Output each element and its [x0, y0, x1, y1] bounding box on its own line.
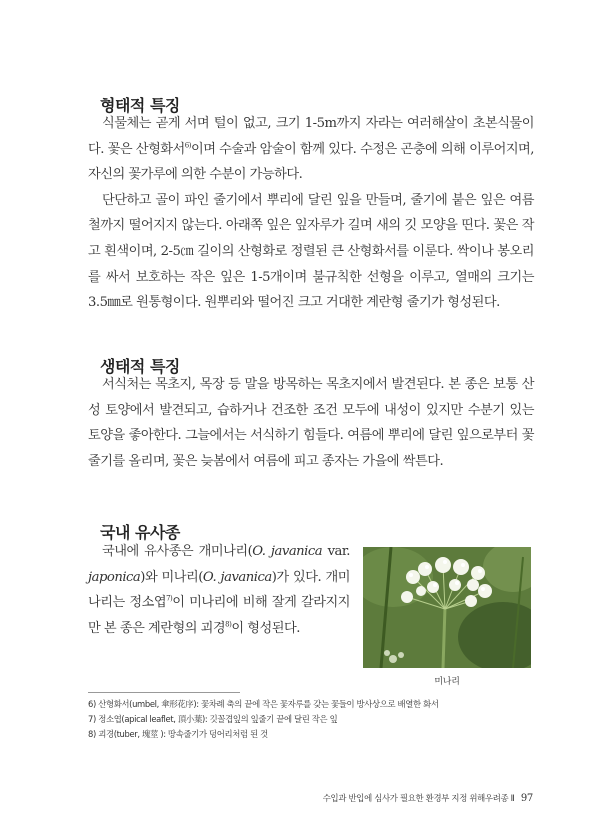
footnote-ref-8: 8) [225, 620, 232, 629]
morphology-paragraph-1: 식물체는 곧게 서며 털이 없고, 크기 1-5m까지 자라는 여러해살이 초본식물이다. 꽃은 산형화서$^{6)}$이며 수술과 암술이 함께 있다. 수정은 곤충에 의해 이루어지며, 자신의 꽃가루에 의한 수분이 가능하다. [88, 116, 534, 183]
footnote-6: 6) 산형화서(umbel, 傘形花序): 꽃차례 축의 끝에 작은 꽃자루를 갖는 꽃들이 방사상으로 배열한 화서 [88, 699, 439, 709]
ecology-paragraph-1: 서식처는 목초지, 목장 등 말을 방목하는 목초지에서 발견된다. 본 종은 보통 산성 토양에서 발견되고, 습하거나 건조한 조건 모두에 내성이 있지만 수분기 있는 토양을 좋아한다. 그늘에서는 서식하기 힘들다. 여름에 뿌리에 달린 잎으로부터 꽃줄기를 올리며, 꽃은 늦봄에서 여름에 피고 종자는 가을에 싹튼다. [88, 377, 534, 469]
flower-photo [363, 547, 531, 668]
ecology-text [88, 372, 534, 474]
page-number: 97 [520, 793, 533, 804]
footnote-ref-6: 6) [184, 141, 191, 150]
footnote-divider [88, 692, 240, 693]
morphology-paragraph-2: 단단하고 골이 파인 줄기에서 뿌리에 달린 잎을 만들며, 줄기에 붙은 잎은 여름철까지 떨어지지 않는다. 아래쪽 잎은 잎자루가 길며 새의 깃 모양을 띤다. 꽃은 작고 흰색이며, 2-5㎝ 길이의 산형화로 정렬된 큰 산형화서를 이룬다. 싹이나 봉오리를 싸서 보호하는 작은 잎은 1-5개이며 불규칙한 선형을 이루고, 열매의 크기는 3.5㎜로 원통형이다. 원뿌리와 떨어진 크고 거대한 계란형 줄기가 형성된다. [88, 192, 534, 311]
similar-species-text [88, 539, 350, 641]
umbel-flower-icon [363, 547, 531, 668]
footnote-8: 8) 괴경(tuber, 塊莖 ): 땅속줄기가 덩어리처럼 된 것 [88, 729, 268, 739]
heading-similar-species: 국내 유사종 [100, 523, 180, 542]
heading-ecology: 생태적 특징 [100, 357, 180, 376]
running-title: 수입과 반입에 심사가 필요한 환경부 지정 위해우려종 Ⅱ [322, 793, 515, 803]
similar-species-paragraph: 국내에 유사종은 개미나리(O. javanica var. japonica)와 미나리(O. javanica)가 있다. 개미나리는 정소엽$^{7)}$이 미나리에 비해 잘게 갈라지지만 본 종은 계란형의 괴경$^{8)}$이 형성된다. [88, 544, 350, 636]
page-footer [323, 792, 533, 804]
photo-caption: 미나리 [434, 677, 460, 687]
morphology-text [88, 111, 534, 316]
heading-morphology: 형태적 특징 [100, 96, 180, 115]
footnote-7: 7) 정소엽(apical leaflet, 頂小葉): 깃꼴겹잎의 잎줄기 끝에 달린 작은 잎 [88, 714, 338, 724]
footnote-ref-7: 7) [166, 594, 173, 603]
